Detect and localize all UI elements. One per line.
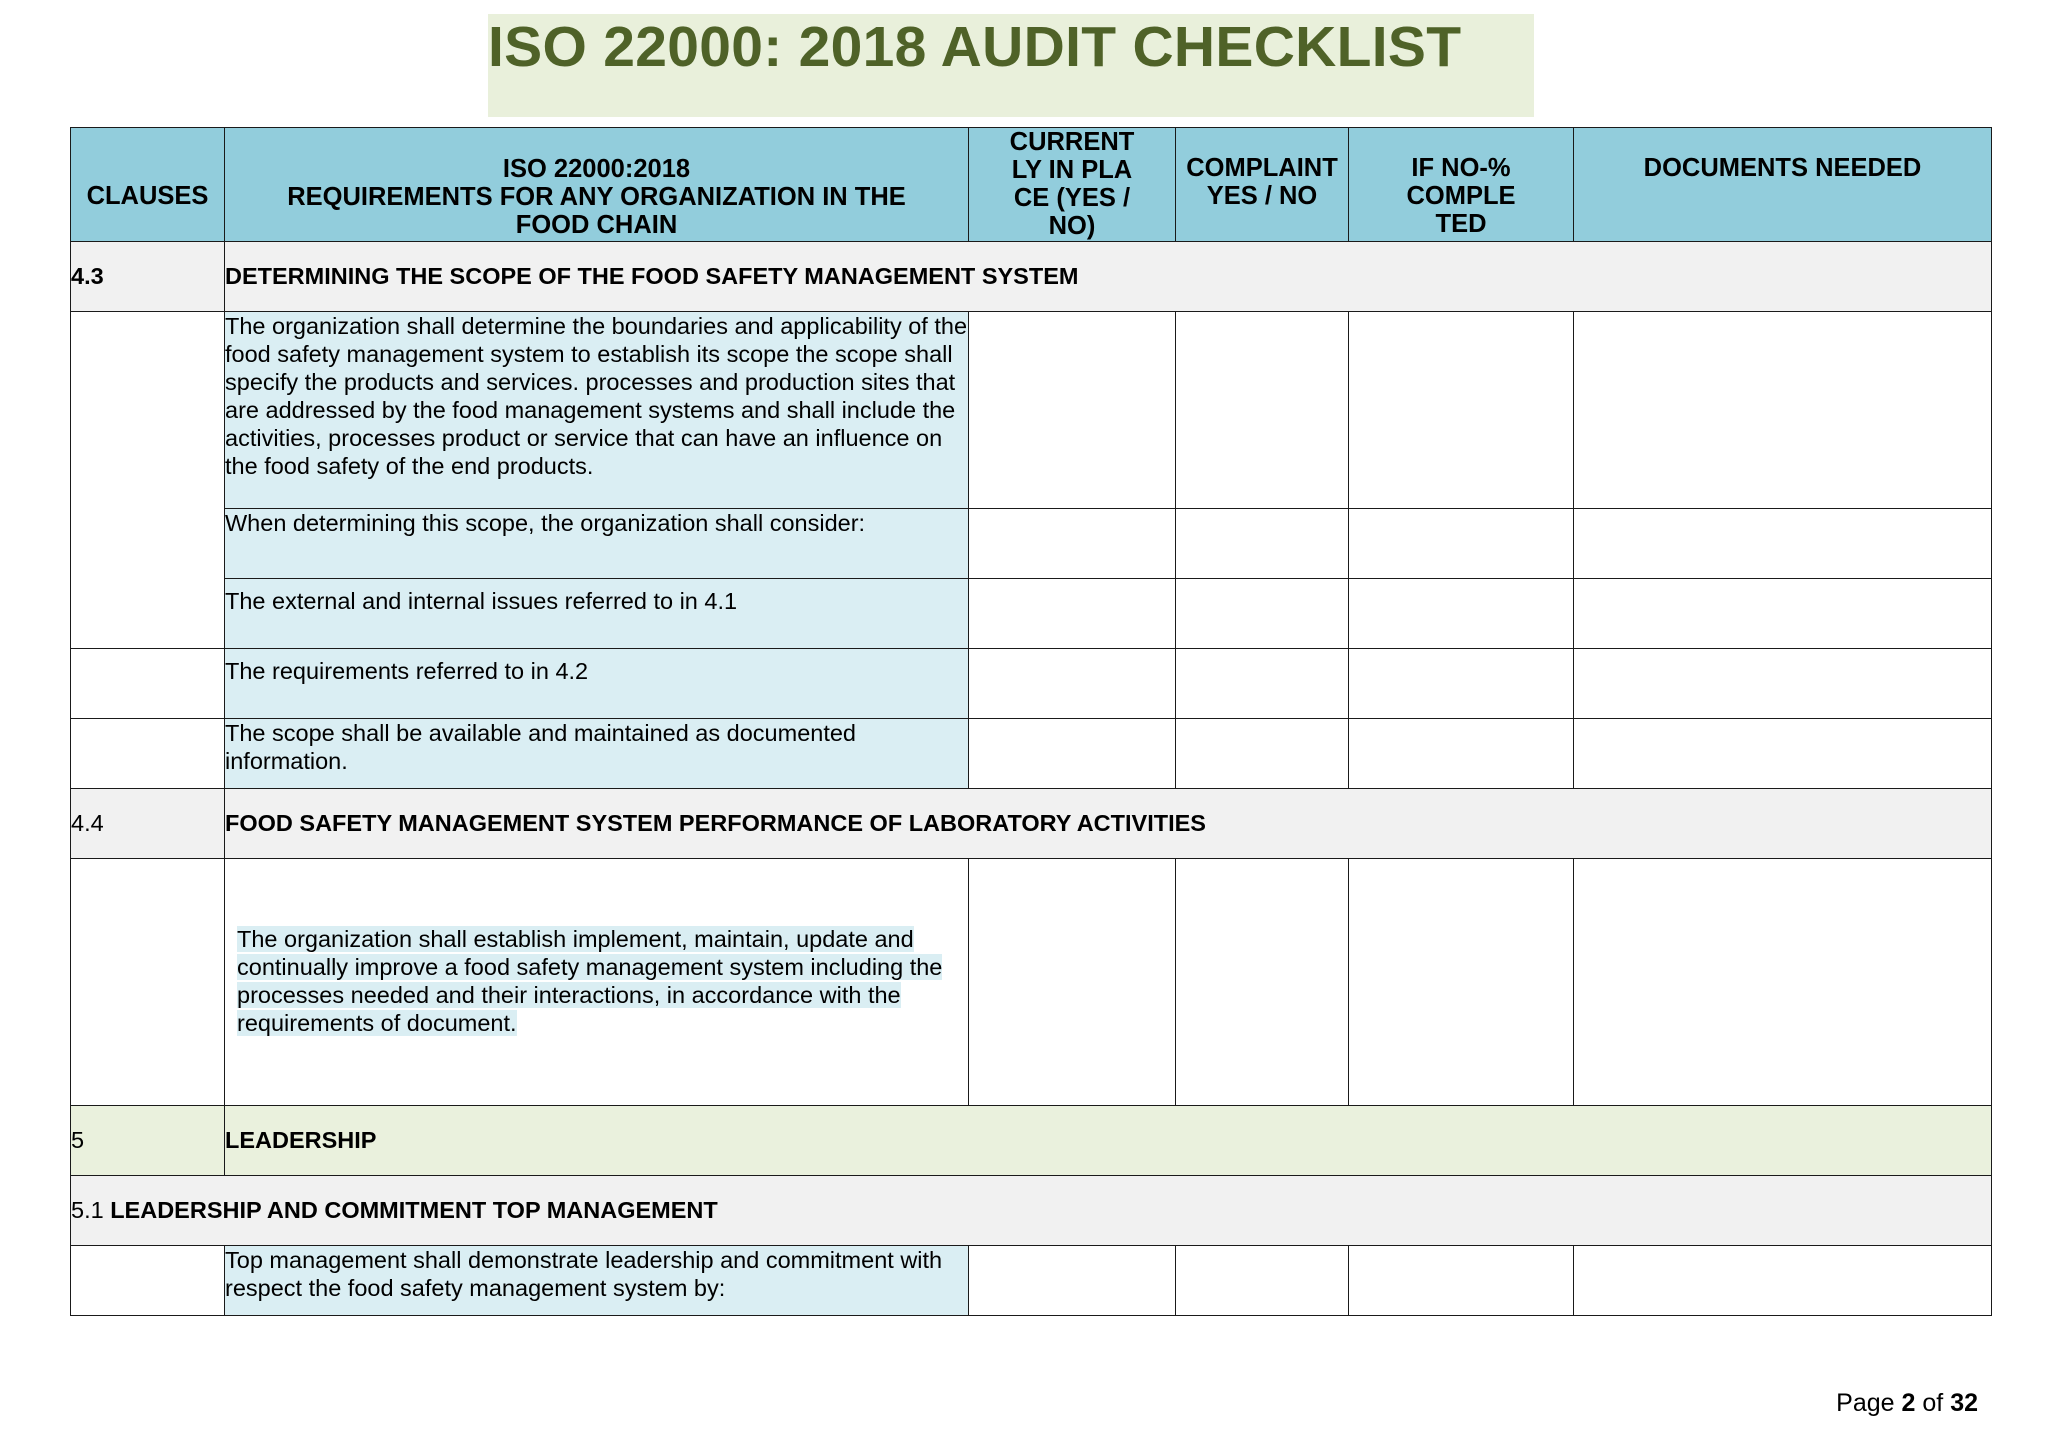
header-clauses-label: CLAUSES (86, 181, 209, 210)
documents-needed-cell[interactable] (1574, 579, 1992, 649)
requirement-text: The organization shall determine the boundaries and applicability of the food safety management system to establish its scope the scope shall specify the products and services. processes and production sites that are addressed by the food management systems and shall include the activities, processes product or service that can have an influence on the food safety of the end products. (225, 312, 969, 509)
header-currently-in-place (969, 128, 1176, 242)
currently-in-place-cell[interactable] (969, 859, 1176, 1106)
compliant-cell[interactable] (1176, 1246, 1349, 1316)
header-requirements-line2: REQUIREMENTS FOR ANY ORGANIZATION IN THE FOOD CHAIN (287, 183, 906, 239)
page-prefix: Page (1836, 1389, 1895, 1417)
currently-in-place-cell[interactable] (969, 312, 1176, 509)
currently-in-place-cell[interactable] (969, 509, 1176, 579)
compliant-cell[interactable] (1176, 649, 1349, 719)
compliant-cell[interactable] (1176, 579, 1349, 649)
header-compliant-label: COMPLAINT YES / NO (1186, 154, 1338, 210)
table-row (71, 579, 1992, 649)
clause-cell (71, 859, 225, 1106)
documents-needed-cell[interactable] (1574, 312, 1992, 509)
requirement-cell (225, 859, 969, 1106)
page-current: 2 (1901, 1389, 1916, 1417)
requirement-text: The organization shall establish implement, maintain, update and continually improve a food safety management system including the processes needed and their interactions, in accordance with the requirements of document. (237, 926, 943, 1036)
header-clauses (71, 128, 225, 242)
percent-completed-cell[interactable] (1349, 859, 1574, 1106)
header-if-no-label: IF NO-% COMPLETED (1406, 154, 1516, 238)
requirement-text: The scope shall be available and maintained as documented information. (225, 719, 969, 789)
audit-checklist-table (70, 127, 1992, 1316)
section-title: DETERMINING THE SCOPE OF THE FOOD SAFETY MANAGEMENT SYSTEM (225, 242, 1992, 312)
table-row (71, 1246, 1992, 1316)
documents-needed-cell[interactable] (1574, 719, 1992, 789)
percent-completed-cell[interactable] (1349, 1246, 1574, 1316)
currently-in-place-cell[interactable] (969, 579, 1176, 649)
header-row (71, 128, 1992, 242)
section-title: LEADERSHIP (225, 1106, 1992, 1176)
requirement-text: When determining this scope, the organization shall consider: (225, 509, 969, 579)
percent-completed-cell[interactable] (1349, 719, 1574, 789)
header-requirements-line1: ISO 22000:2018 (502, 155, 691, 183)
section-row-5 (71, 1106, 1992, 1176)
clause-cell (71, 719, 225, 789)
clause-number: 5 (71, 1106, 225, 1176)
clause-number: 4.3 (71, 242, 225, 312)
compliant-cell[interactable] (1176, 719, 1349, 789)
header-currently-label: CURRENTLY IN PLACE (YES / NO) (1009, 128, 1135, 240)
percent-completed-cell[interactable] (1349, 509, 1574, 579)
currently-in-place-cell[interactable] (969, 1246, 1176, 1316)
compliant-cell[interactable] (1176, 312, 1349, 509)
clause-number: 4.4 (71, 789, 225, 859)
header-documents-needed (1574, 128, 1992, 242)
section-row-4-3 (71, 242, 1992, 312)
documents-needed-cell[interactable] (1574, 509, 1992, 579)
table-row (71, 509, 1992, 579)
section-title-cell (71, 1176, 1992, 1246)
percent-completed-cell[interactable] (1349, 649, 1574, 719)
section-row-4-4 (71, 789, 1992, 859)
page-of: of (1922, 1389, 1944, 1417)
compliant-cell[interactable] (1176, 859, 1349, 1106)
page-number (1836, 1389, 1978, 1418)
table-row (71, 719, 1992, 789)
header-if-no-completed (1349, 128, 1574, 242)
header-requirements (225, 128, 969, 242)
page-total: 32 (1950, 1389, 1978, 1417)
currently-in-place-cell[interactable] (969, 649, 1176, 719)
table-row (71, 312, 1992, 509)
currently-in-place-cell[interactable] (969, 719, 1176, 789)
requirement-text: Top management shall demonstrate leadership and commitment with respect the food safety management system by: (225, 1246, 969, 1316)
header-compliant (1176, 128, 1349, 242)
requirement-text: The requirements referred to in 4.2 (225, 649, 969, 719)
clause-cell (71, 1246, 225, 1316)
compliant-cell[interactable] (1176, 509, 1349, 579)
section-row-5-1 (71, 1176, 1992, 1246)
header-documents-label: DOCUMENTS NEEDED (1643, 154, 1922, 182)
requirement-text: The external and internal issues referred to in 4.1 (225, 579, 969, 649)
table-row (71, 649, 1992, 719)
clause-cell (71, 312, 225, 649)
percent-completed-cell[interactable] (1349, 312, 1574, 509)
section-title: FOOD SAFETY MANAGEMENT SYSTEM PERFORMANCE OF LABORATORY ACTIVITIES (225, 789, 1992, 859)
table-row (71, 859, 1992, 1106)
percent-completed-cell[interactable] (1349, 579, 1574, 649)
section-title: LEADERSHIP AND COMMITMENT TOP MANAGEMENT (110, 1197, 718, 1223)
documents-needed-cell[interactable] (1574, 859, 1992, 1106)
documents-needed-cell[interactable] (1574, 1246, 1992, 1316)
clause-number: 5.1 (71, 1197, 104, 1223)
document-title: ISO 22000: 2018 AUDIT CHECKLIST (488, 15, 1462, 79)
documents-needed-cell[interactable] (1574, 649, 1992, 719)
clause-cell (71, 649, 225, 719)
